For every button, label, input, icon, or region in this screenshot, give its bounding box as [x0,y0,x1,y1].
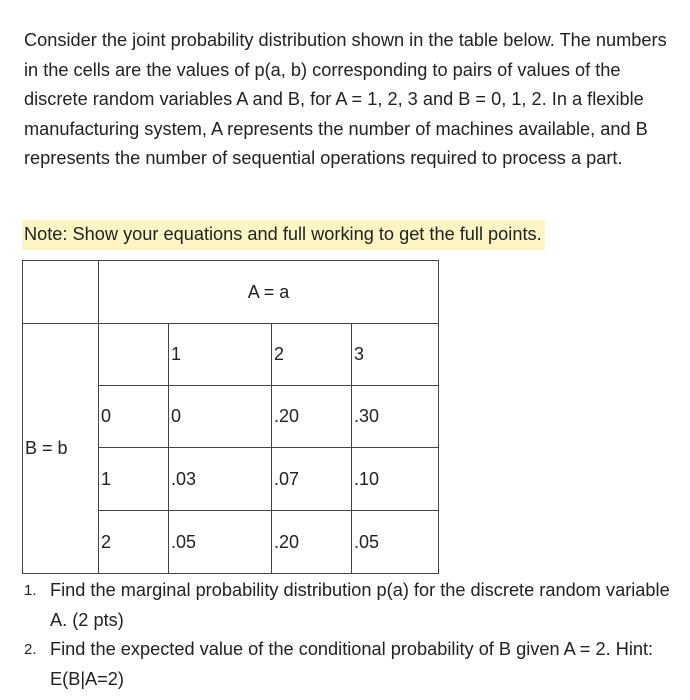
b-value: 0 [99,386,169,448]
b-value: 1 [99,448,169,511]
probability-cell: 0 [169,386,272,448]
probability-cell: .10 [352,448,439,511]
a-header: A = a [99,261,439,324]
question-list [24,576,674,694]
b-header: B = b [23,324,99,574]
a-value: 3 [352,324,439,386]
list-item [24,576,674,635]
table-header-row [23,261,439,324]
list-item [24,635,674,694]
probability-cell: .03 [169,448,272,511]
intro-paragraph: Consider the joint probability distribution shown in the table below. The numbers in the cells are the values of p(a, b) corresponding to pairs of values of the discrete random variables A and B, for A = 1, 2, 3 and B = 0, 1, 2. In a flexible manufacturing system, A represents the number of machines available, and B represents the number of sequential operations required to process a part. [24,30,667,169]
note-highlight: Note: Show your equations and full working to get the full points. [22,220,545,250]
question-text: Find the expected value of the conditional probability of B given A = 2. Hint: E(B|A=2) [50,639,654,689]
b-value: 2 [99,511,169,574]
a-values-row [23,324,439,386]
probability-cell: .20 [272,511,352,574]
empty-cell [99,324,169,386]
question-number: 1. [24,582,37,599]
a-value: 1 [169,324,272,386]
joint-probability-table [22,260,439,574]
probability-cell: .20 [272,386,352,448]
corner-cell [23,261,99,324]
question-text: Find the marginal probability distribution p(a) for the discrete random variable A. (2 pts) [50,580,670,630]
a-value: 2 [272,324,352,386]
probability-cell: .30 [352,386,439,448]
probability-cell: .07 [272,448,352,511]
question-number: 2. [24,641,37,659]
probability-cell: .05 [169,511,272,574]
probability-cell: .05 [352,511,439,574]
